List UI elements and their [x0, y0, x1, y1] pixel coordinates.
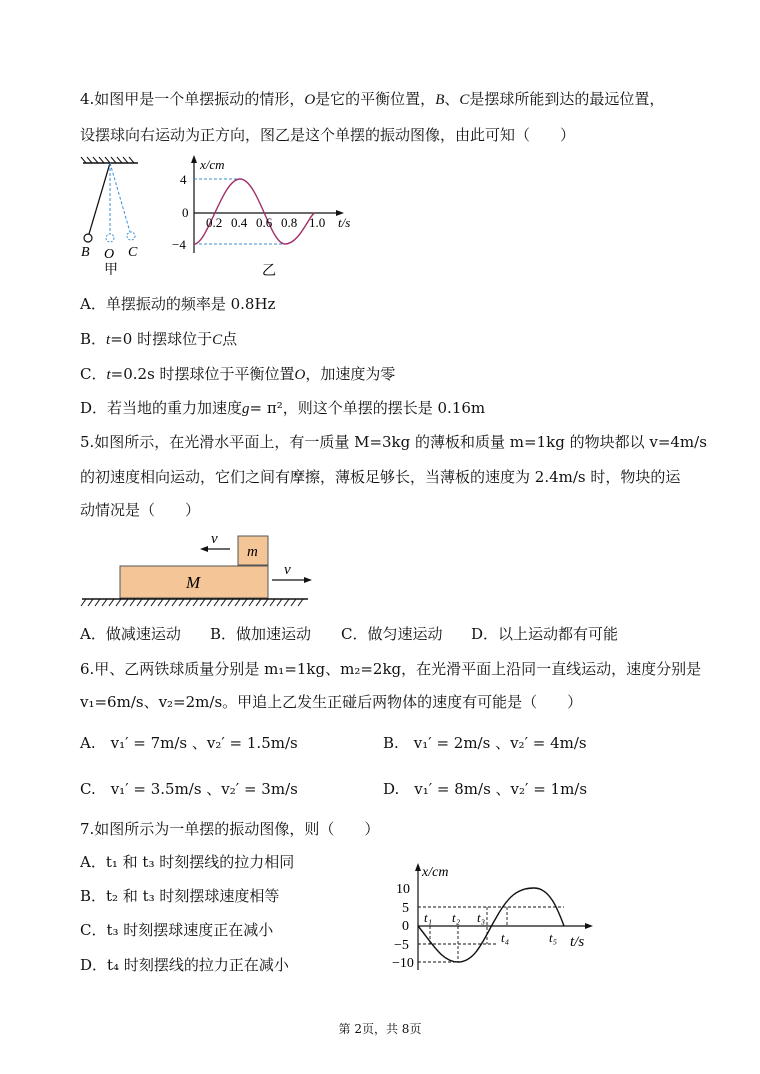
- graph-ytick: 0: [182, 205, 189, 220]
- ground-hatch: [172, 599, 177, 606]
- q7-option-d[interactable]: D．t₄ 时刻摆线的拉力正在减小: [80, 956, 289, 974]
- option-text: B．: [80, 330, 107, 348]
- q4-stem-part: 是摆球所能到达的最远位置，: [469, 90, 665, 108]
- q6-option-a[interactable]: A. v₁′ = 7m/s 、v₂′ = 1.5m/s: [80, 734, 298, 752]
- q4-option-d[interactable]: [80, 397, 485, 420]
- q4-stem-sep: 、: [444, 90, 460, 108]
- option-text: ，加速度为零: [305, 365, 396, 383]
- q7-graph-ytick: 0: [402, 919, 409, 934]
- pendulum-label-b: B: [81, 245, 90, 260]
- ground-hatch: [249, 599, 254, 606]
- option-var: t: [106, 367, 111, 383]
- block-label-v-bottom: v: [284, 562, 291, 578]
- ground-hatch: [298, 599, 303, 606]
- q7-graph-ytick: −5: [394, 938, 409, 953]
- q4-option-c[interactable]: [80, 363, 395, 386]
- q4-figure-pendulum: [78, 155, 168, 275]
- q7-graph-tlabel: t₁: [424, 910, 433, 925]
- q6-option-d[interactable]: D. v₁′ = 8m/s 、v₂′ = 1m/s: [383, 780, 588, 798]
- graph-caption: 乙: [262, 264, 276, 278]
- q5-option-d[interactable]: D．以上运动都有可能: [471, 625, 619, 643]
- ground-hatch: [137, 599, 142, 606]
- q4-stem-c: C: [459, 92, 470, 108]
- option-var: O: [294, 367, 306, 383]
- ground-hatch: [123, 599, 128, 606]
- ground-hatch: [228, 599, 233, 606]
- q7-graph-tlabel: t₃: [477, 910, 486, 925]
- ground-hatch: [200, 599, 205, 606]
- ground-hatch: [221, 599, 226, 606]
- option-text: 点: [222, 330, 238, 348]
- ground-hatch: [207, 599, 212, 606]
- graph-xtick: 0.2: [206, 215, 223, 230]
- ground-hatch: [263, 599, 268, 606]
- q6-option-b[interactable]: B. v₁′ = 2m/s 、v₂′ = 4m/s: [383, 734, 587, 752]
- graph-xtick: 0.6: [256, 215, 273, 230]
- ground-hatch: [165, 599, 170, 606]
- ground-hatch: [95, 599, 100, 606]
- ground-hatch: [256, 599, 261, 606]
- block-label-M: M: [186, 573, 201, 592]
- q7-graph-xlabel: t/s: [570, 934, 585, 950]
- ground-hatch: [130, 599, 135, 606]
- q5-stem-line2: 的初速度相向运动，它们之间有摩擦，薄板足够长，当薄板的速度为 2.4m/s 时，物块的运: [80, 468, 681, 486]
- graph-ytick: 4: [180, 172, 187, 187]
- q7-figure-graph: [392, 858, 602, 976]
- q7-stem: 7.如图所示为一单摆的振动图像，则（ ）: [80, 820, 380, 838]
- graph-xtick: 1.0: [309, 215, 326, 230]
- graph-ytick: −4: [172, 237, 186, 252]
- q5-stem-line3: 动情况是（ ）: [80, 501, 201, 519]
- q7-graph-ytick: 5: [402, 901, 409, 916]
- q4-stem-part: 4.如图甲是一个单摆振动的情形，: [80, 90, 305, 108]
- ground-hatch: [291, 599, 296, 606]
- graph-ylabel: x/cm: [200, 157, 225, 172]
- block-label-v-top: v: [211, 531, 218, 547]
- graph-xtick: 0.4: [231, 215, 248, 230]
- q4-stem-part: 是它的平衡位置，: [315, 90, 436, 108]
- q5-stem-line1: 5.如图所示，在光滑水平面上，有一质量 M=3kg 的薄板和质量 m=1kg 的物块都以 v=4m/s: [80, 433, 707, 451]
- option-text: =0.2s 时摆球位于平衡位置: [110, 365, 295, 383]
- ground-hatch: [102, 599, 107, 606]
- q4-stem-b: B: [435, 92, 445, 108]
- q5-option-a[interactable]: A．做减速运动: [80, 625, 181, 643]
- q7-graph-ylabel: x/cm: [422, 865, 449, 880]
- ground-hatch: [284, 599, 289, 606]
- ground-hatch: [88, 599, 93, 606]
- q4-figure-graph: [170, 153, 370, 278]
- q5-option-b[interactable]: B．做加速运动: [210, 625, 312, 643]
- ground-hatch: [193, 599, 198, 606]
- pendulum-caption: 甲: [104, 263, 118, 275]
- page-footer: 第 2页，共 8页: [338, 1022, 422, 1036]
- option-text: C．: [80, 365, 107, 383]
- q7-graph-ytick: −10: [392, 956, 414, 971]
- q4-stem-line1: [80, 88, 664, 111]
- ground-hatch: [144, 599, 149, 606]
- q5-figure-blocks: [80, 528, 320, 618]
- q7-option-a[interactable]: A．t₁ 和 t₃ 时刻摆线的拉力相同: [80, 853, 295, 871]
- option-var: t: [106, 332, 111, 348]
- ground-hatch: [242, 599, 247, 606]
- ground-hatch: [214, 599, 219, 606]
- pendulum-label-o: O: [104, 247, 115, 262]
- block-label-m: m: [247, 544, 258, 560]
- ground-hatch: [151, 599, 156, 606]
- option-text: D．若当地的重力加速度: [80, 399, 243, 417]
- q7-option-b[interactable]: B．t₂ 和 t₃ 时刻摆球速度相等: [80, 887, 280, 905]
- q7-graph-tlabel: t₂: [452, 910, 461, 925]
- option-var: g: [242, 401, 250, 417]
- q7-graph-ytick: 10: [396, 882, 410, 897]
- graph-xlabel: t/s: [338, 215, 351, 230]
- q7-graph-tlabel: t₅: [549, 930, 558, 945]
- ground-hatch: [81, 599, 86, 606]
- q5-option-c[interactable]: C．做匀速运动: [341, 625, 443, 643]
- q4-option-b[interactable]: [80, 328, 237, 351]
- q4-stem-line2: 设摆球向右运动为正方向，图乙是这个单摆的振动图像，由此可知（ ）: [80, 126, 576, 144]
- q7-option-c[interactable]: C．t₃ 时刻摆球速度正在减小: [80, 921, 274, 939]
- q6-option-c[interactable]: C. v₁′ = 3.5m/s 、v₂′ = 3m/s: [80, 780, 298, 798]
- ground-hatch: [235, 599, 240, 606]
- q4-stem-o: O: [304, 92, 316, 108]
- q7-graph-tlabel: t₄: [501, 930, 510, 945]
- option-text: = π²，则这个单摆的摆长是 0.16m: [249, 399, 486, 417]
- q4-option-a[interactable]: A．单摆振动的频率是 0.8Hz: [80, 295, 276, 313]
- ground-hatch: [109, 599, 114, 606]
- ground-hatch: [116, 599, 121, 606]
- q6-stem-line1: 6.甲、乙两铁球质量分别是 m₁=1kg、m₂=2kg，在光滑平面上沿同一直线运动，速度分别是: [80, 660, 702, 678]
- ground-hatch: [179, 599, 184, 606]
- ground-hatch: [158, 599, 163, 606]
- q6-stem-line2: v₁=6m/s、v₂=2m/s。甲追上乙发生正碰后两物体的速度有可能是（ ）: [80, 693, 583, 711]
- graph-xtick: 0.8: [281, 215, 298, 230]
- ground-hatch: [186, 599, 191, 606]
- ground-hatch: [277, 599, 282, 606]
- option-var: C: [212, 332, 223, 348]
- ground-hatch: [270, 599, 275, 606]
- option-text: =0 时摆球位于: [110, 330, 213, 348]
- pendulum-label-c: C: [128, 245, 138, 260]
